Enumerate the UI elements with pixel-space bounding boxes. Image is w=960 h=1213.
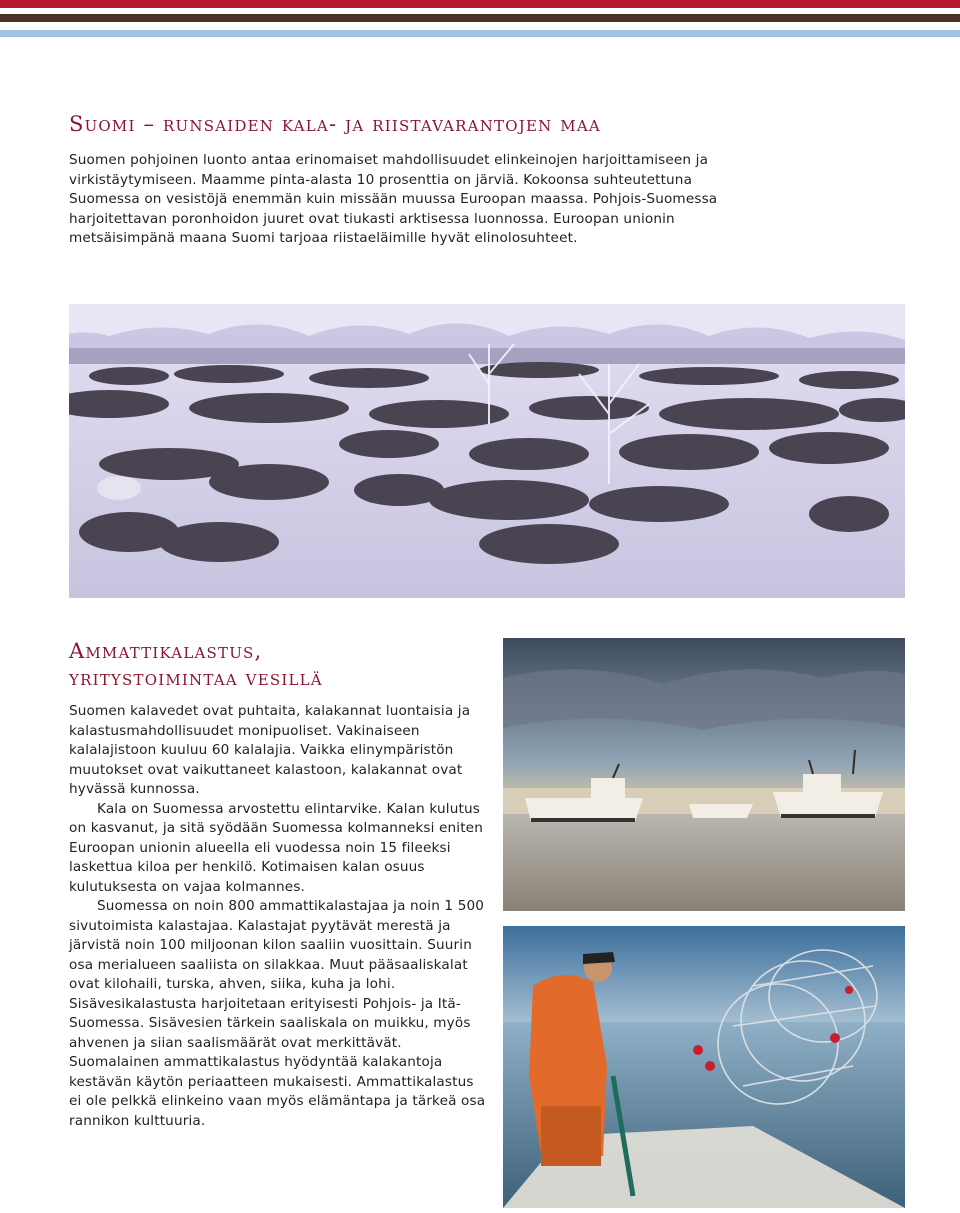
section-title-fishing-line1: Ammattikalastus, — [69, 639, 263, 663]
fishing-boats-photo — [503, 638, 905, 911]
section-title-fishing-line2: yritystoimintaa vesillä — [69, 666, 323, 690]
fishing-article-text — [69, 702, 487, 1131]
stripe-red — [0, 0, 960, 8]
fisherman-trap-net-photo — [503, 926, 905, 1208]
reindeer-herd-photo — [69, 304, 905, 598]
section-intro-paragraph: Suomen pohjoinen luonto antaa erinomaiset mahdollisuudet elinkeinojen harjoittamiseen ja virkistäytymiseen. Maamme pinta-alasta 10 prosenttia on järviä. Kokoonsa suhteutettuna Suomessa on vesistöjä enemmän kuin missään muussa Euroopan maassa. Pohjois-Suomessa harjoitettavan poronhoidon juuret ovat tiukasti arktisessa luonnossa. Euroopan unionin metsäisimpänä maana Suomi tarjoaa riistaeläimille hyvät elinolosuhteet. — [69, 152, 718, 246]
stripe-brown — [0, 14, 960, 22]
fishing-paragraph-2: Kala on Suomessa arvostettu elintarvike. Kalan kulutus on kasvanut, ja sitä syödään Suomessa kolmanneksi eniten Euroopan unionin alueella eli vuodessa noin 15 fileeksi laskettua kiloa per henkilö. Kotimaisen kalan osuus kulutuksesta on vajaa kolmannes. — [69, 800, 483, 895]
stripe-blue — [0, 30, 960, 37]
section-title-finland: Suomi – runsaiden kala- ja riistavarantojen maa — [69, 112, 601, 136]
section-title-fishing — [69, 638, 489, 692]
header-stripes — [0, 0, 960, 40]
fishing-paragraph-1: Suomen kalavedet ovat puhtaita, kalakannat luontaisia ja kalastusmahdollisuudet monipuoliset. Vakinaiseen kalalajistoon kuuluu 60 kalalajia. Vaikka elinympäristön muutokset ovat vaikuttaneet kalastoon, kalakannat ovat hyvässä kunnossa. — [69, 703, 471, 797]
fishing-paragraph-3: Suomessa on noin 800 ammattikalastajaa ja noin 1 500 sivutoimista kalastajaa. Kalastajat pyytävät merestä ja järvistä noin 100 miljoonan kilon saaliin vuosittain. Suurin osa merialueen saaliista on silakkaa. Muut pääsaaliskalat ovat kilohaili, turska, ahven, siika, kuha ja lohi. Sisävesikalastusta harjoitetaan erityisesti Pohjois- ja Itä-Suomessa. Sisävesien tärkein saaliskala on muikku, myös ahvenen ja siian saalismäärät ovat merkittävät. Suomalainen ammattikalastus hyödyntää kalakantoja kestävän käytön periaatteen mukaisesti. Ammattikalastus ei ole pelkkä elinkeino vaan myös elämäntapa ja tärkeä osa rannikon kulttuuria. — [69, 898, 486, 1129]
